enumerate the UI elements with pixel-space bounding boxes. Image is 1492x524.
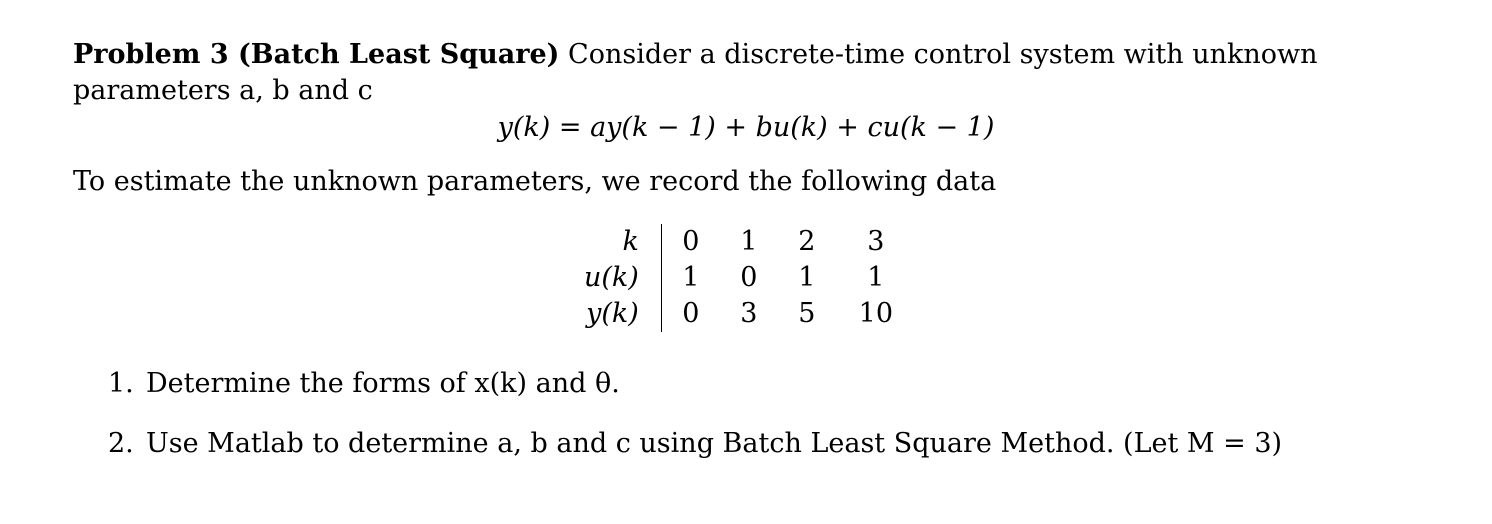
- table-cell: 3: [867, 226, 885, 257]
- row-label: k: [584, 224, 661, 260]
- list-item: [108, 426, 1282, 462]
- problem-intro: Consider a discrete-time control system with unknown parameters a, b and c: [73, 39, 1318, 106]
- table-cell: 3: [740, 298, 758, 329]
- table-cell: 1: [740, 226, 758, 257]
- problem-heading: Problem 3 (Batch Least Square): [73, 39, 560, 70]
- item-text: Determine the forms of x(k) and θ.: [146, 368, 620, 399]
- equation-text: y(k) = ay(k − 1) + bu(k) + cu(k − 1): [497, 112, 995, 143]
- system-equation: [0, 110, 1492, 146]
- table-cell: 1: [867, 262, 885, 293]
- item-text: Use Matlab to determine a, b and c using Batch Least Square Method. (Let M = 3): [146, 428, 1283, 459]
- data-table: [584, 224, 916, 332]
- table-cell: 0: [682, 298, 700, 329]
- list-item: [108, 366, 620, 402]
- problem-statement: [73, 37, 1452, 109]
- table-row: [584, 296, 916, 332]
- item-number: 2.: [108, 428, 134, 459]
- row-label: y(k): [584, 296, 661, 332]
- data-intro: To estimate the unknown parameters, we record the following data: [73, 166, 997, 197]
- item-number: 1.: [108, 368, 134, 399]
- table-row: [584, 260, 916, 296]
- table-cell: 0: [682, 226, 700, 257]
- table-cell: 1: [798, 262, 816, 293]
- table-cell: 10: [858, 298, 893, 329]
- table-cell: 0: [740, 262, 758, 293]
- table-cell: 5: [798, 298, 816, 329]
- table-cell: 2: [798, 226, 816, 257]
- table-cell: 1: [682, 262, 700, 293]
- row-label: u(k): [584, 260, 661, 296]
- table-row: [584, 224, 916, 260]
